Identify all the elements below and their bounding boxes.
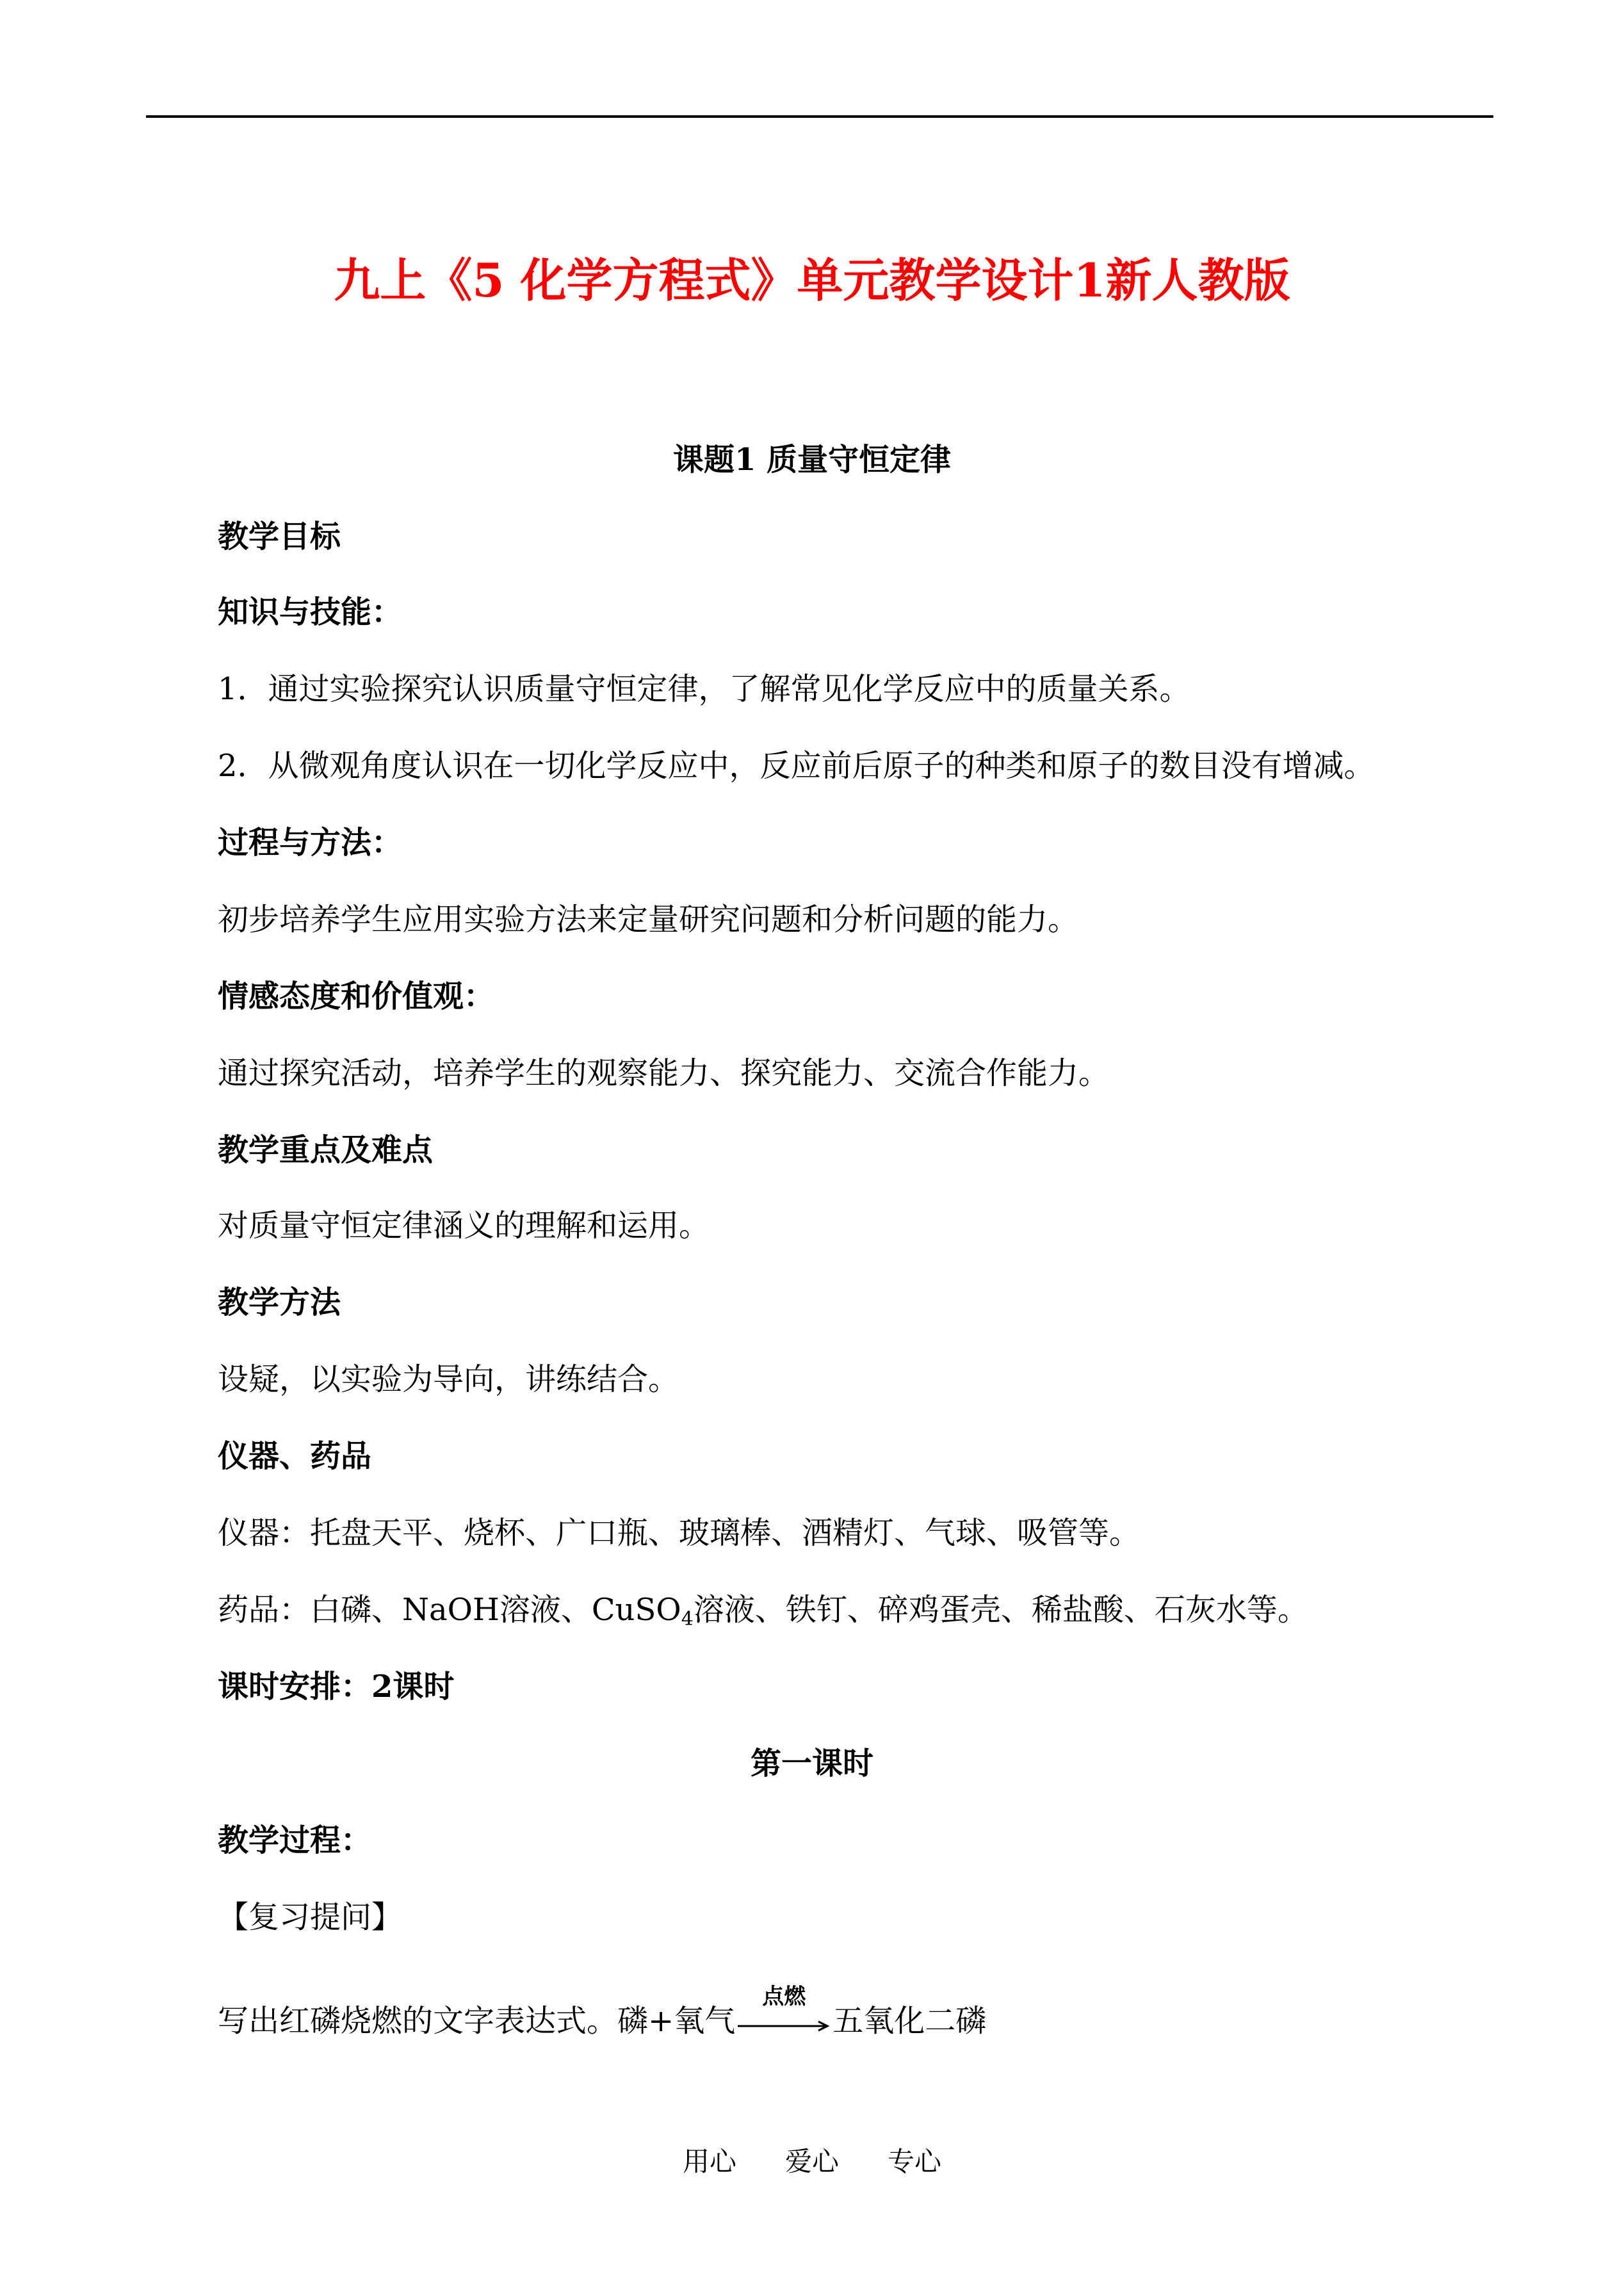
heading-equipment: 仪器、药品 xyxy=(218,1438,372,1474)
reagents-suffix: 溶液、铁钉、碎鸡蛋壳、稀盐酸、石灰水等。 xyxy=(693,1592,1308,1628)
reaction-condition: 点燃 xyxy=(762,1984,806,2009)
instruments-text: 仪器：托盘天平、烧杯、广口瓶、玻璃棒、酒精灯、气球、吸管等。 xyxy=(218,1515,1141,1551)
reaction-arrow xyxy=(735,1984,832,2041)
reagents-text xyxy=(218,1589,1308,1630)
heading-process-methods: 过程与方法： xyxy=(218,825,403,861)
heading-teaching-goals: 教学目标 xyxy=(218,519,341,555)
document-title: 九上《5 化学方程式》单元教学设计1新人教版 xyxy=(334,253,1290,307)
attitude-values-text: 通过探究活动，培养学生的观察能力、探究能力、交流合作能力。 xyxy=(218,1055,1110,1091)
heading-teaching-process: 教学过程： xyxy=(218,1822,372,1858)
lesson-heading: 课题1 质量守恒定律 xyxy=(672,442,952,478)
heading-attitude-values: 情感态度和价值观： xyxy=(218,978,495,1014)
equation-line xyxy=(218,1984,987,2041)
footer-item-2: 爱心 xyxy=(784,2146,839,2177)
goal-item-2: 2．从微观角度认识在一切化学反应中，反应前后原子的种类和原子的数目没有增减。 xyxy=(218,748,1375,784)
heading-key-points: 教学重点及难点 xyxy=(218,1132,434,1168)
heading-knowledge-skills: 知识与技能： xyxy=(218,594,403,630)
schedule-text: 课时安排：2课时 xyxy=(218,1669,455,1705)
page-footer xyxy=(0,2143,1624,2181)
reagents-prefix: 药品：白磷、NaOH溶液、CuSO xyxy=(218,1592,681,1628)
heading-teaching-method: 教学方法 xyxy=(218,1285,341,1320)
key-points-text: 对质量守恒定律涵义的理解和运用。 xyxy=(218,1208,710,1244)
header-rule xyxy=(146,115,1493,118)
footer-item-1: 用心 xyxy=(682,2146,736,2177)
arrow-icon xyxy=(735,2020,832,2032)
first-lesson-heading: 第一课时 xyxy=(750,1746,873,1781)
review-question-label: 【复习提问】 xyxy=(218,1899,403,1935)
footer-item-3: 专心 xyxy=(888,2146,942,2177)
teaching-method-text: 设疑，以实验为导向，讲练结合。 xyxy=(218,1361,679,1397)
reagents-subscript: 4 xyxy=(681,1608,694,1630)
equation-prefix: 写出红磷烧燃的文字表达式。磷+氧气 xyxy=(218,2003,736,2039)
equation-product: 五氧化二磷 xyxy=(832,2003,987,2039)
process-methods-text: 初步培养学生应用实验方法来定量研究问题和分析问题的能力。 xyxy=(218,902,1079,937)
goal-item-1: 1．通过实验探究认识质量守恒定律，了解常见化学反应中的质量关系。 xyxy=(218,671,1190,707)
